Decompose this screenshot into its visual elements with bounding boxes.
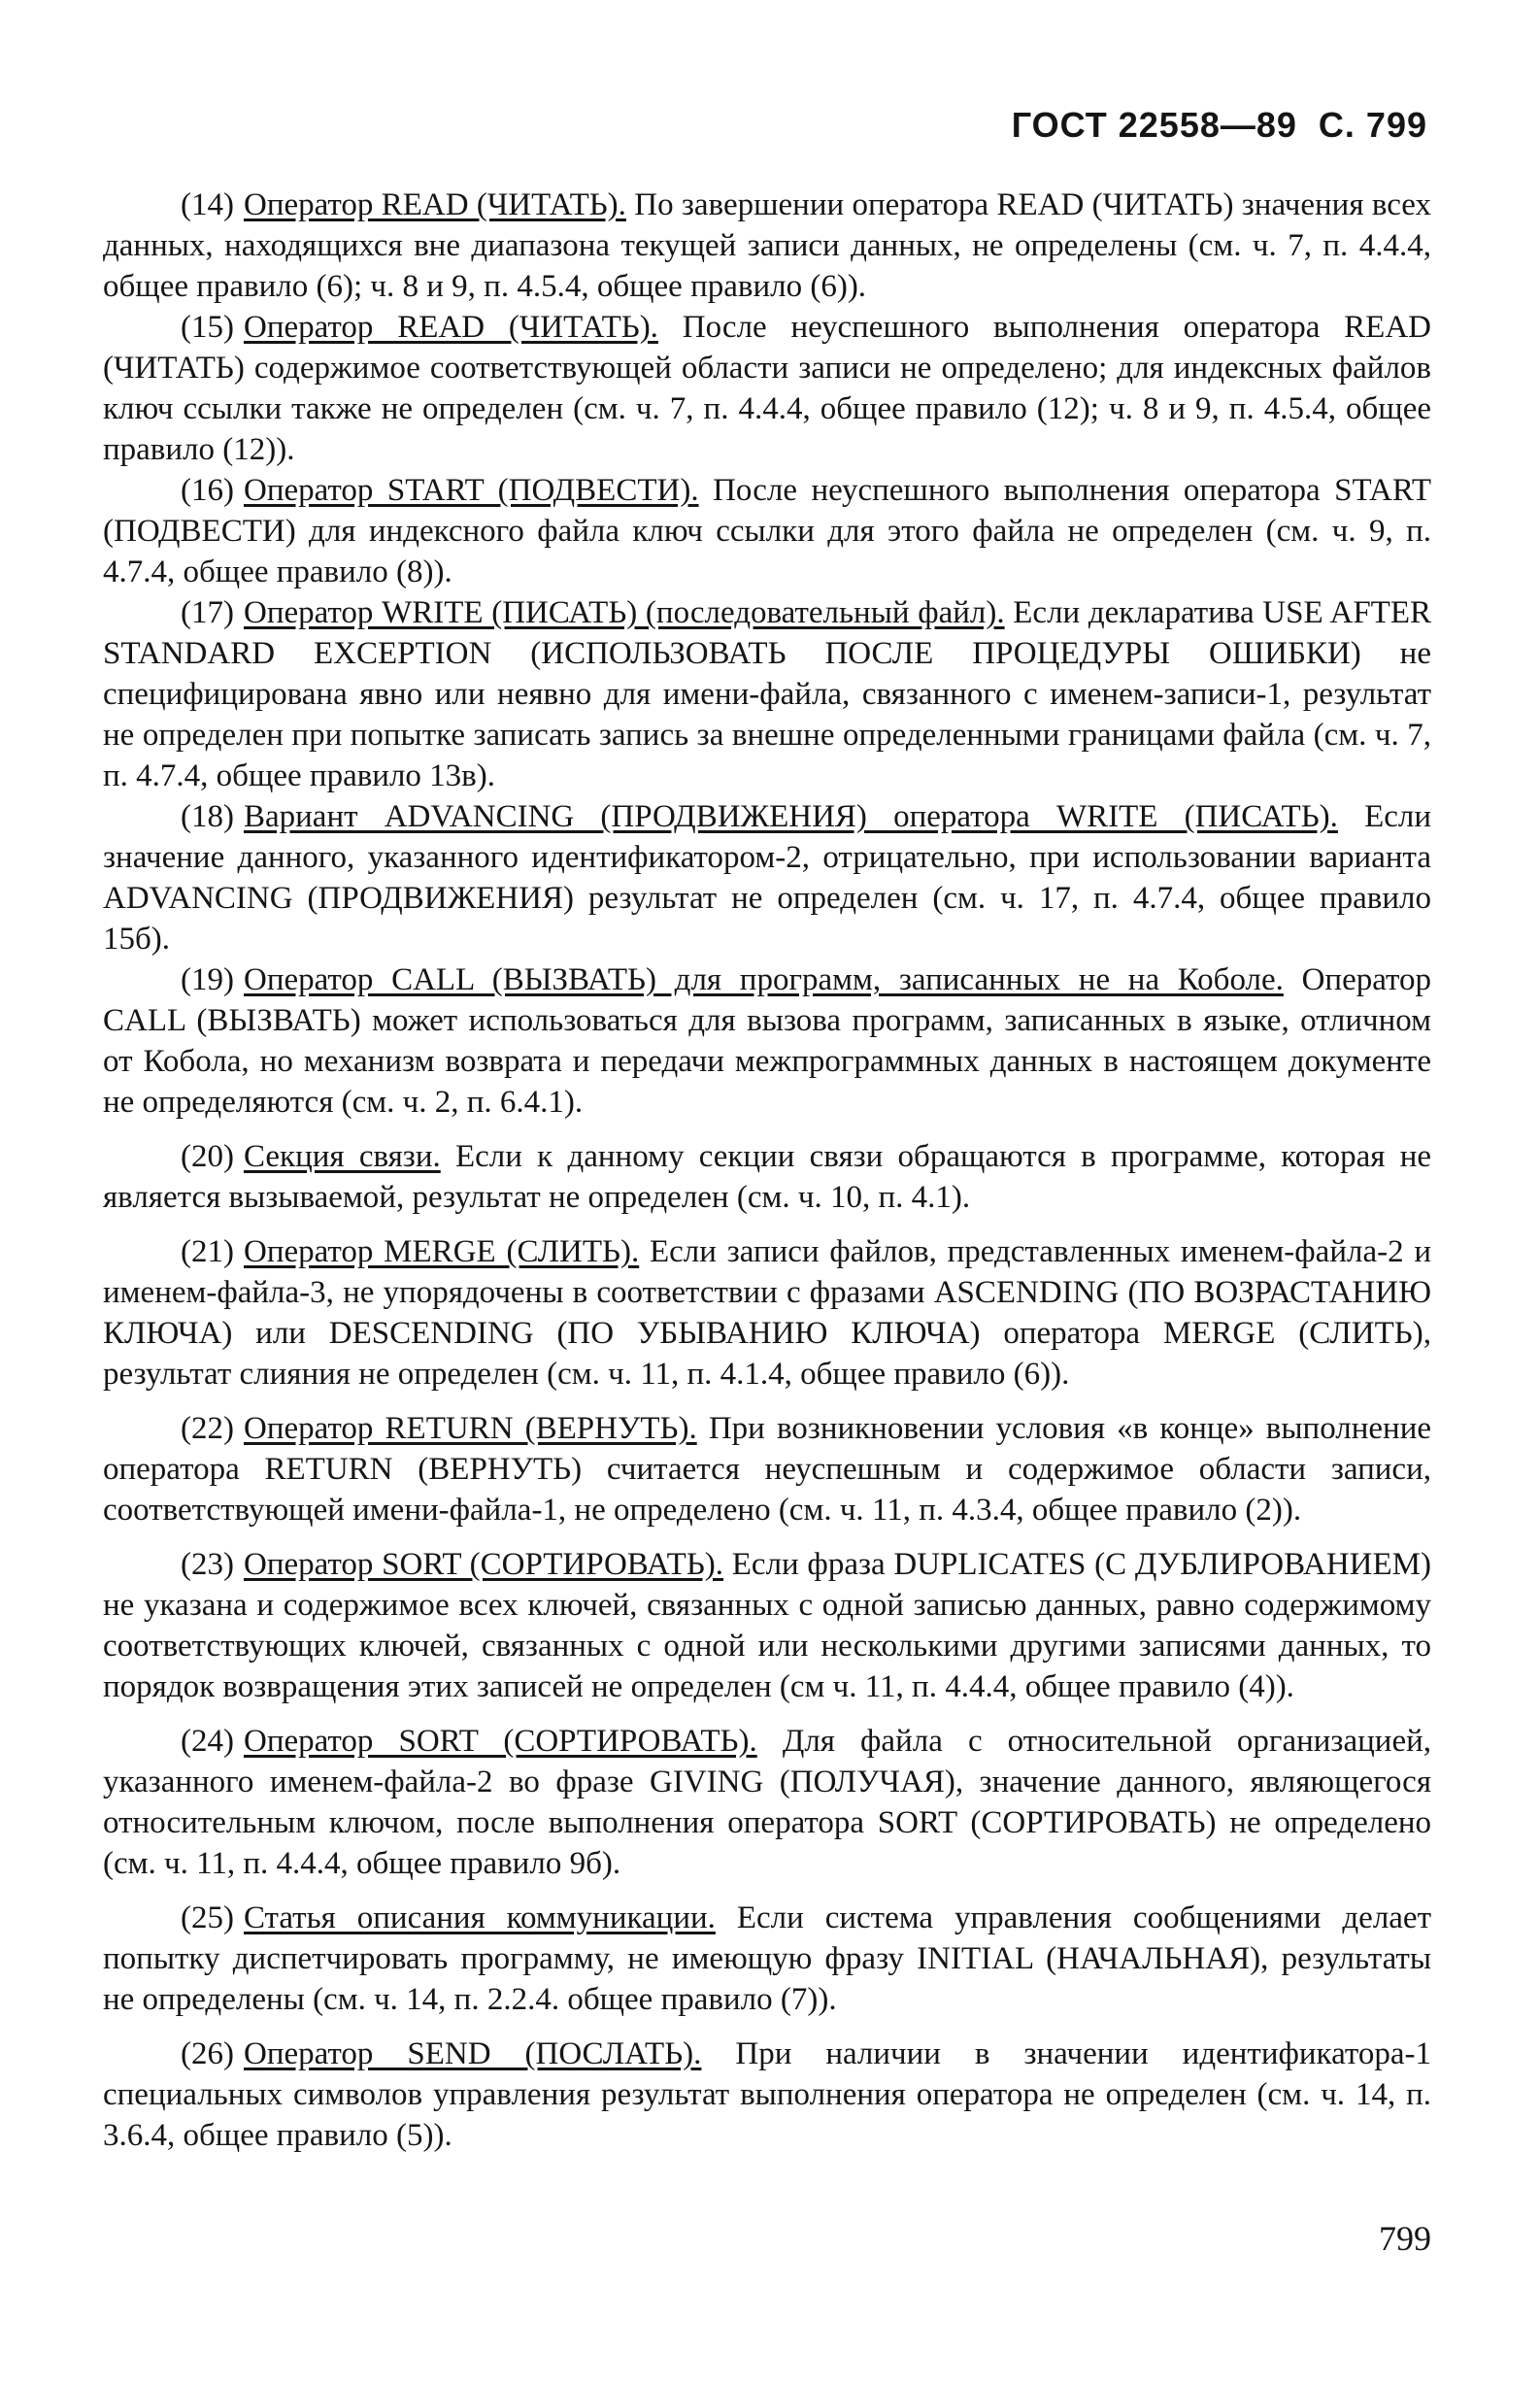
paragraph-text: После неуспешного выполнения оператора READ (ЧИТАТЬ) содержимое соответствующей области записи не определено; для индексных файлов ключ ссылки также не определен (см. ч. 7, п. 4.4.4, общее правило (12); ч. 8 и 9, п. 4.5.4, общее правило (12)).: [103, 310, 1431, 467]
paragraph-text: Если записи файлов, представленных именем-файла-2 и именем-файла-3, не упорядочены в соответствии с фразами ASCENDING (ПО ВОЗРАСТАНИЮ КЛЮЧА) или DESCENDING (ПО УБЫВАНИЮ КЛЮЧА) оператора MERGE (СЛИТЬ), результат слияния не определен (см. ч. 11, п. 4.1.4, общее правило (6)).: [103, 1234, 1432, 1392]
paragraph-title: Секция связи.: [243, 1139, 441, 1174]
paragraph-15: [103, 307, 1431, 470]
page-header: [1012, 105, 1427, 146]
paragraph-title: Оператор START (ПОДВЕСТИ).: [243, 473, 699, 508]
paragraph-number: (16): [181, 473, 234, 508]
paragraph-17: [103, 592, 1431, 796]
paragraph-16: [103, 470, 1431, 592]
paragraph-number: (14): [181, 187, 234, 222]
paragraph-text: Если декларатива USE AFTER STANDARD EXCEPTION (ИСПОЛЬЗОВАТЬ ПОСЛЕ ПРОЦЕДУРЫ ОШИБКИ) не специфицирована явно или неявно для имени-файла, связанного с именем-записи-1, результат не определен при попытке записать запись за внешне определенными границами файла (см. ч. 7, п. 4.7.4, общее правило 13в).: [103, 595, 1431, 793]
paragraph-title: Оператор CALL (ВЫЗВАТЬ) для программ, записанных не на Коболе.: [243, 962, 1284, 997]
header-page-ref: С. 799: [1318, 105, 1427, 145]
paragraph-22: [103, 1408, 1431, 1530]
paragraph-title: Статья описания коммуникации.: [243, 1900, 716, 1935]
paragraph-24: [103, 1721, 1431, 1884]
paragraph-text: После неуспешного выполнения оператора START (ПОДВЕСТИ) для индексного файла ключ ссылки для этого файла не определен (см. ч. 9, п. 4.7.4, общее правило (8)).: [103, 473, 1432, 589]
paragraph-title: Оператор SORT (СОРТИРОВАТЬ).: [243, 1724, 757, 1759]
paragraph-title: Оператор WRITE (ПИСАТЬ) (последовательный файл).: [243, 595, 1005, 630]
paragraph-text: При возникновении условия «в конце» выполнение оператора RETURN (ВЕРНУТЬ) считается неуспешным и содержимое области записи, соответствующей имени-файла-1, не определено (см. ч. 11, п. 4.3.4, общее правило (2)).: [103, 1411, 1431, 1528]
paragraph-text: Для файла с относительной организацией, указанного именем-файла-2 во фразе GIVING (ПОЛУЧАЯ), значение данного, являющегося относительным ключом, после выполнения оператора SORT (СОРТИРОВАТЬ) не определено (см. ч. 11, п. 4.4.4, общее правило 9б).: [103, 1724, 1431, 1881]
paragraph-text: Если система управления сообщениями делает попытку диспетчировать программу, не имеющую фразу INITIAL (НАЧАЛЬНАЯ), результаты не определены (см. ч. 14, п. 2.2.4. общее правило (7)).: [103, 1900, 1432, 2017]
paragraph-number: (15): [181, 310, 234, 345]
paragraph-number: (19): [181, 962, 234, 997]
paragraph-number: (23): [181, 1547, 234, 1582]
paragraph-title: Оператор MERGE (СЛИТЬ).: [243, 1234, 640, 1269]
paragraph-20: [103, 1136, 1431, 1218]
paragraph-text: Оператор CALL (ВЫЗВАТЬ) может использоваться для вызова программ, записанных в языке, отличном от Кобола, но механизм возврата и передачи межпрограммных данных в настоящем документе не определяются (см. ч. 2, п. 6.4.1).: [103, 962, 1432, 1120]
paragraph-number: (24): [181, 1724, 234, 1759]
paragraph-number: (26): [181, 2036, 234, 2071]
paragraph-title: Оператор SEND (ПОСЛАТЬ).: [243, 2036, 702, 2071]
paragraph-25: [103, 1898, 1431, 2020]
paragraph-number: (18): [181, 799, 234, 834]
paragraph-number: (17): [181, 595, 234, 630]
paragraph-title: Оператор READ (ЧИТАТЬ).: [243, 310, 658, 345]
paragraph-18: [103, 796, 1431, 959]
paragraph-text: Если к данному секции связи обращаются в программе, которая не является вызываемой, результат не определен (см. ч. 10, п. 4.1).: [103, 1139, 1432, 1215]
paragraph-number: (21): [181, 1234, 234, 1269]
paragraph-title: Оператор READ (ЧИТАТЬ).: [243, 187, 626, 222]
standard-code: ГОСТ 22558—89: [1011, 105, 1297, 145]
paragraph-text: Если фраза DUPLICATES (С ДУБЛИРОВАНИЕМ) не указана и содержимое всех ключей, связанных с одной записью данных, равно содержимому соответствующих ключей, связанных с одной или несколькими другими записями данных, то порядок возвращения этих записей не определен (см ч. 11, п. 4.4.4, общее правило (4)).: [103, 1547, 1431, 1704]
paragraph-14: [103, 185, 1431, 307]
paragraph-title: Вариант ADVANCING (ПРОДВИЖЕНИЯ) оператора WRITE (ПИСАТЬ).: [243, 799, 1338, 834]
document-body: [103, 185, 1431, 2156]
paragraph-title: Оператор RETURN (ВЕРНУТЬ).: [243, 1411, 697, 1446]
paragraph-text: При наличии в значении идентификатора-1 специальных символов управления результат выполнения оператора не определен (см. ч. 14, п. 3.6.4, общее правило (5)).: [103, 2036, 1432, 2153]
paragraph-text: Если значение данного, указанного идентификатором-2, отрицательно, при использовании варианта ADVANCING (ПРОДВИЖЕНИЯ) результат не определен (см. ч. 17, п. 4.7.4, общее правило 15б).: [103, 799, 1431, 957]
paragraph-number: (25): [181, 1900, 234, 1935]
page-number: 799: [1379, 2219, 1431, 2258]
paragraph-26: [103, 2034, 1431, 2156]
paragraph-number: (22): [181, 1411, 234, 1446]
paragraph-23: [103, 1544, 1431, 1707]
paragraph-19: [103, 959, 1431, 1123]
paragraph-number: (20): [181, 1139, 234, 1174]
paragraph-21: [103, 1231, 1431, 1395]
paragraph-text: По завершении оператора READ (ЧИТАТЬ) значения всех данных, находящихся вне диапазона текущей записи данных, не определены (см. ч. 7, п. 4.4.4, общее правило (6); ч. 8 и 9, п. 4.5.4, общее правило (6)).: [103, 187, 1431, 304]
paragraph-title: Оператор SORT (СОРТИРОВАТЬ).: [243, 1547, 724, 1582]
